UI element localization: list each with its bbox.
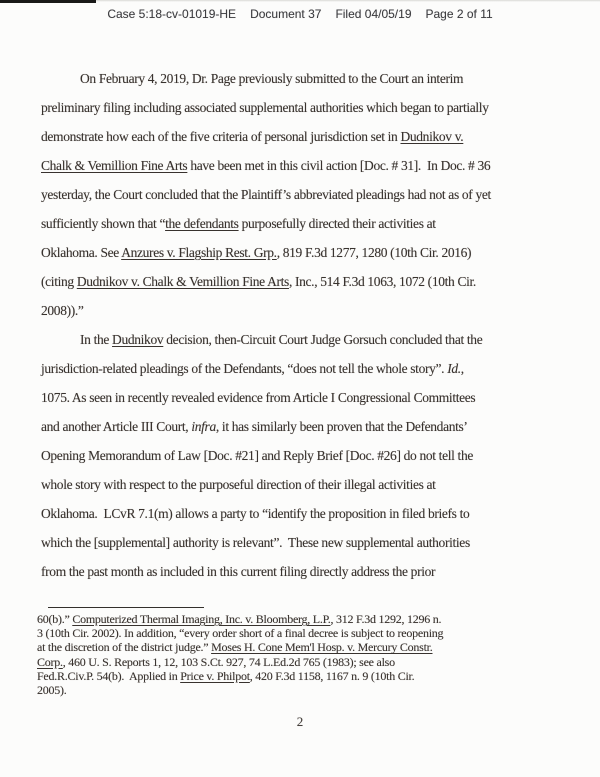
scan-artifact-top-bar [0,0,96,3]
text-line: 60(b).” Computerized Thermal Imaging, Inc. v. Bloomberg, L.P., 312 F.3d 1292, 1296 n. [37,612,442,626]
text-line: 3 (10th Cir. 2002). In addition, “every order short of a final decree is subject to reopening [37,626,444,641]
text-line: Fed.R.Civ.P. 54(b). Applied in Price v. Philpot, 420 F.3d 1158, 1167 n. 9 (10th Cir. [37,668,415,683]
text-line: 2005). [37,683,67,698]
text-line: jurisdiction-related pleadings of the Defendants, “does not tell the whole story”. Id., [41,361,464,376]
text-line: In the Dudnikov decision, then-Circuit Court Judge Gorsuch concluded that the [80,332,483,347]
text-line: Oklahoma. LCvR 7.1(m) allows a party to “identify the proposition in filed briefs to [41,506,470,521]
text-line: demonstrate how each of the five criteria of personal jurisdiction set in Dudnikov v. [41,129,464,144]
text-line: Chalk & Vemillion Fine Arts have been met in this civil action [Doc. # 31]. In Doc. # 36 [41,158,491,173]
case-stamp-header [0,7,600,21]
text-line: On February 4, 2019, Dr. Page previously submitted to the Court an interim [80,71,464,86]
footnote-text [37,612,443,697]
case-number: Case 5:18-cv-01019-HE [107,7,237,21]
filed-date: Filed 04/05/19 [335,7,412,21]
page-count: Page 2 of 11 [425,7,493,21]
document-body-text [41,64,491,586]
text-line: which the [supplemental] authority is relevant”. These new supplemental authorities [41,535,470,550]
text-line: Corp., 460 U. S. Reports 1, 12, 103 S.Ct. 927, 74 L.Ed.2d 765 (1983); see also [37,654,395,669]
text-line: Oklahoma. See Anzures v. Flagship Rest. Grp., 819 F.3d 1277, 1280 (10th Cir. 2016) [41,245,472,260]
text-line: (citing Dudnikov v. Chalk & Vemillion Fine Arts, Inc., 514 F.3d 1063, 1072 (10th Cir. [41,274,476,289]
text-line: whole story with respect to the purposeful direction of their illegal activities at [41,477,436,492]
text-line: and another Article III Court, infra, it has similarly been proven that the Defendants’ [41,419,468,434]
text-line: 2008)).” [41,303,84,318]
text-line: at the discretion of the district judge.” Moses H. Cone Mem'l Hosp. v. Mercury Constr. [37,640,433,655]
page-number: 2 [296,714,304,729]
footnote-separator-rule [48,607,204,608]
text-line: preliminary filing including associated supplemental authorities which began to partially [41,100,489,115]
text-line: from the past month as included in this current filing directly address the prior [41,564,436,579]
document-number: Document 37 [250,7,322,21]
text-line: Opening Memorandum of Law [Doc. #21] and Reply Brief [Doc. #26] do not tell the [41,448,473,463]
text-line: 1075. As seen in recently revealed evidence from Article I Congressional Committees [41,390,476,405]
text-line: yesterday, the Court concluded that the Plaintiff’s abbreviated pleadings had not as of yet [41,187,491,202]
text-line: sufficiently shown that “the defendants purposefully directed their activities at [41,216,436,231]
